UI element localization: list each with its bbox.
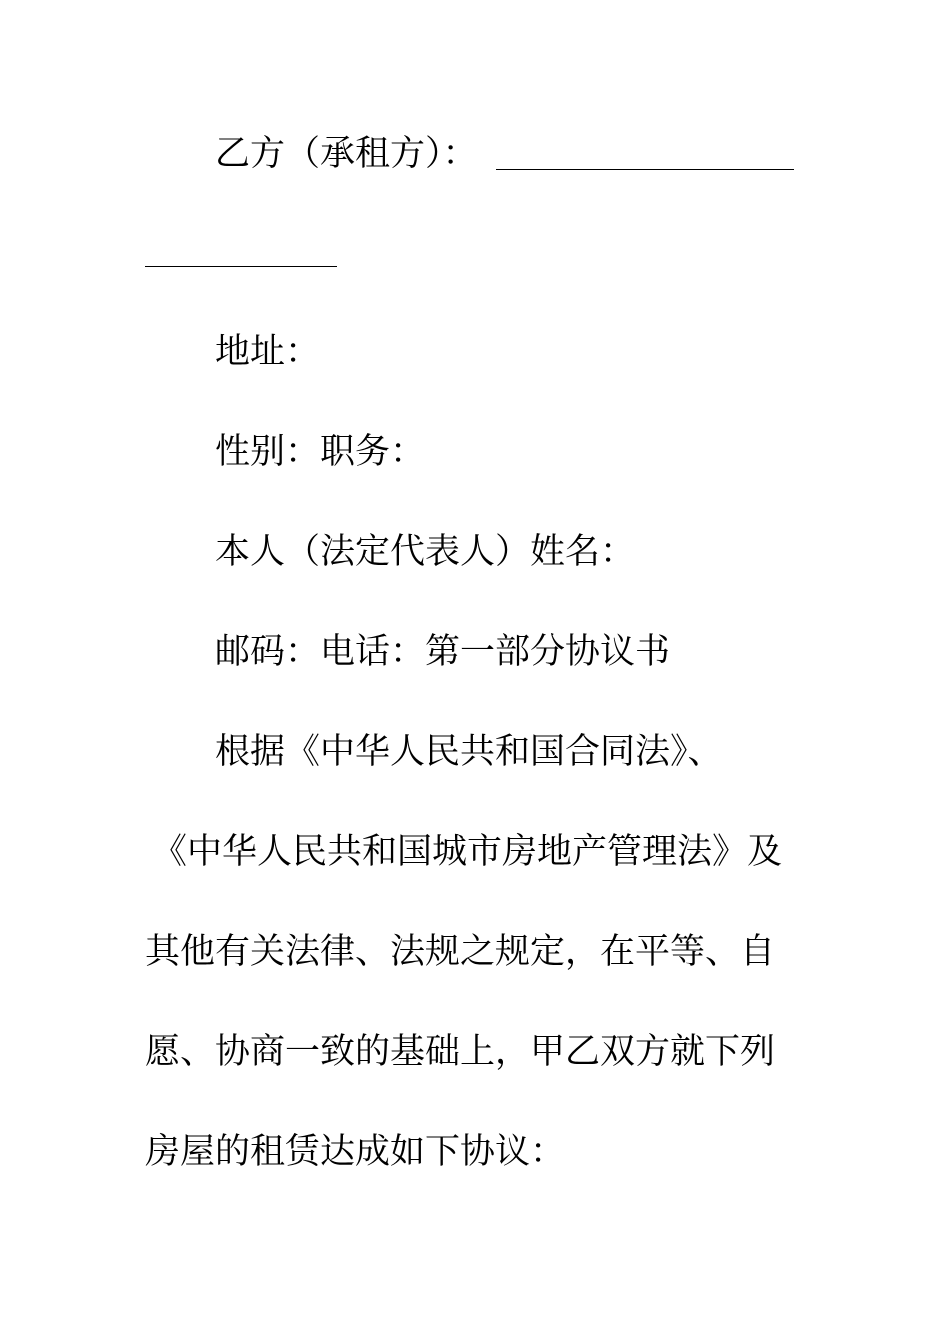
paragraph-line-4: 愿、协商一致的基础上，甲乙双方就下列: [145, 1032, 776, 1072]
legal-representative-label: 本人（法定代表人）姓名：: [215, 532, 636, 572]
gender-title-label: 性别：职务：: [215, 432, 426, 472]
party-b-name-blank-line: [496, 169, 794, 170]
paragraph-line-5: 房屋的租赁达成如下协议：: [145, 1132, 566, 1172]
party-b-name-blank-continuation: [145, 266, 337, 267]
party-b-label: 乙方（承租方）：: [215, 134, 478, 174]
address-label: 地址：: [215, 332, 321, 372]
postcode-phone-label: 邮码：电话：第一部分协议书: [215, 632, 671, 672]
paragraph-line-1: 根据《中华人民共和国合同法》、: [215, 732, 723, 772]
paragraph-line-3: 其他有关法律、法规之规定，在平等、自: [145, 932, 776, 972]
paragraph-line-2: 《中华人民共和国城市房地产管理法》及: [152, 832, 783, 872]
